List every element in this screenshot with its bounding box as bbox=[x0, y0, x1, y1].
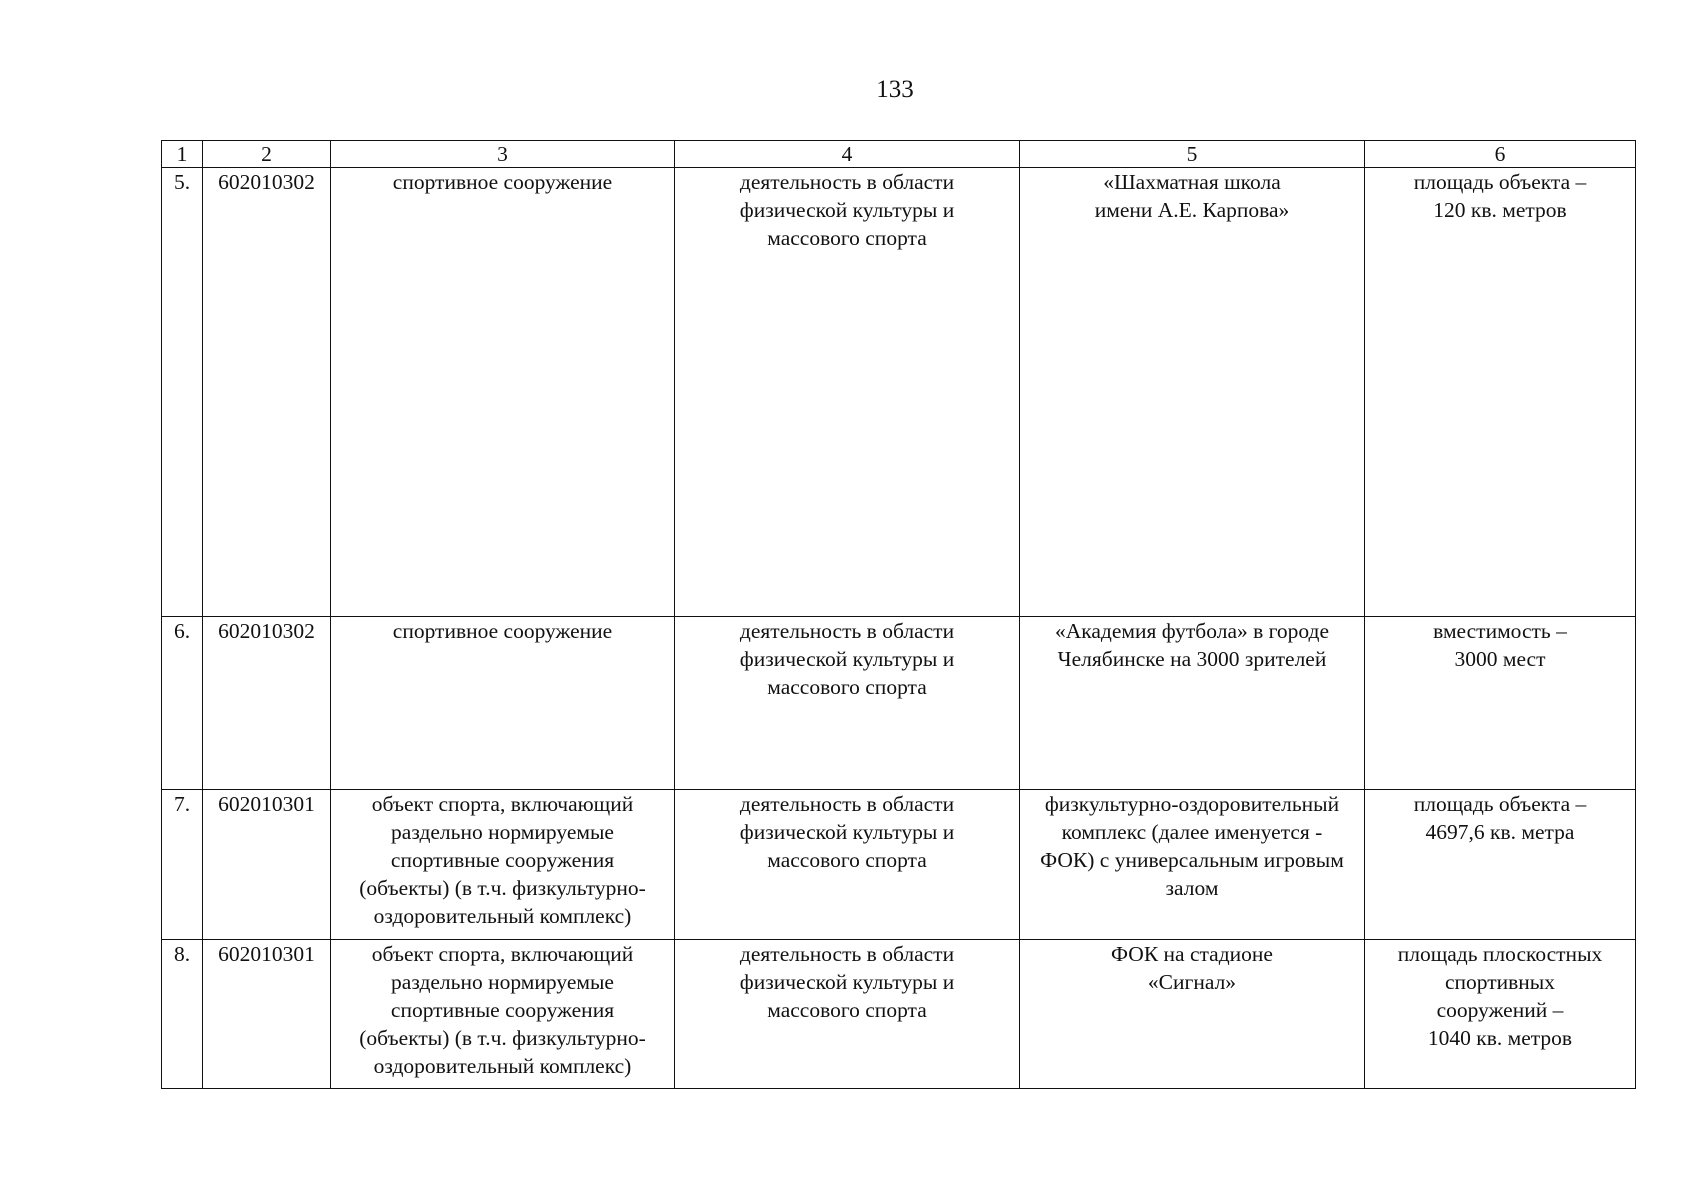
row-number: 8. bbox=[162, 940, 203, 1089]
object-code: 602010301 bbox=[203, 940, 331, 1089]
activity-type: деятельность в области физической культуры и массового спорта bbox=[675, 940, 1020, 1089]
activity-type: деятельность в области физической культуры и массового спорта bbox=[675, 790, 1020, 940]
column-header-5: 5 bbox=[1020, 141, 1365, 168]
row-number: 5. bbox=[162, 168, 203, 617]
object-name: ФОК на стадионе «Сигнал» bbox=[1020, 940, 1365, 1089]
table-row bbox=[162, 940, 1636, 1089]
column-header-1: 1 bbox=[162, 141, 203, 168]
object-type: объект спорта, включающий раздельно нормируемые спортивные сооружения (объекты) (в т.ч. физкультурно- оздоровительный комплекс) bbox=[331, 940, 675, 1089]
object-capacity: площадь плоскостных спортивных сооружений – 1040 кв. метров bbox=[1365, 940, 1636, 1089]
facilities-table bbox=[161, 140, 1636, 1089]
activity-type: деятельность в области физической культуры и массового спорта bbox=[675, 168, 1020, 617]
object-type: спортивное сооружение bbox=[331, 617, 675, 790]
table-row bbox=[162, 790, 1636, 940]
row-number: 7. bbox=[162, 790, 203, 940]
column-header-3: 3 bbox=[331, 141, 675, 168]
object-type: объект спорта, включающий раздельно нормируемые спортивные сооружения (объекты) (в т.ч. физкультурно- оздоровительный комплекс) bbox=[331, 790, 675, 940]
object-type: спортивное сооружение bbox=[331, 168, 675, 617]
table-row bbox=[162, 168, 1636, 617]
object-code: 602010302 bbox=[203, 168, 331, 617]
table-row bbox=[162, 617, 1636, 790]
column-header-4: 4 bbox=[675, 141, 1020, 168]
activity-type: деятельность в области физической культуры и массового спорта bbox=[675, 617, 1020, 790]
object-name: «Шахматная школа имени А.Е. Карпова» bbox=[1020, 168, 1365, 617]
column-header-6: 6 bbox=[1365, 141, 1636, 168]
object-code: 602010301 bbox=[203, 790, 331, 940]
object-capacity: площадь объекта – 4697,6 кв. метра bbox=[1365, 790, 1636, 940]
column-header-2: 2 bbox=[203, 141, 331, 168]
object-code: 602010302 bbox=[203, 617, 331, 790]
object-capacity: вместимость – 3000 мест bbox=[1365, 617, 1636, 790]
table-header-row bbox=[162, 141, 1636, 168]
object-name: «Академия футбола» в городе Челябинске на 3000 зрителей bbox=[1020, 617, 1365, 790]
object-name: физкультурно-оздоровительный комплекс (далее именуется - ФОК) с универсальным игровым залом bbox=[1020, 790, 1365, 940]
row-number: 6. bbox=[162, 617, 203, 790]
object-capacity: площадь объекта – 120 кв. метров bbox=[1365, 168, 1636, 617]
page-number: 133 bbox=[876, 76, 914, 103]
